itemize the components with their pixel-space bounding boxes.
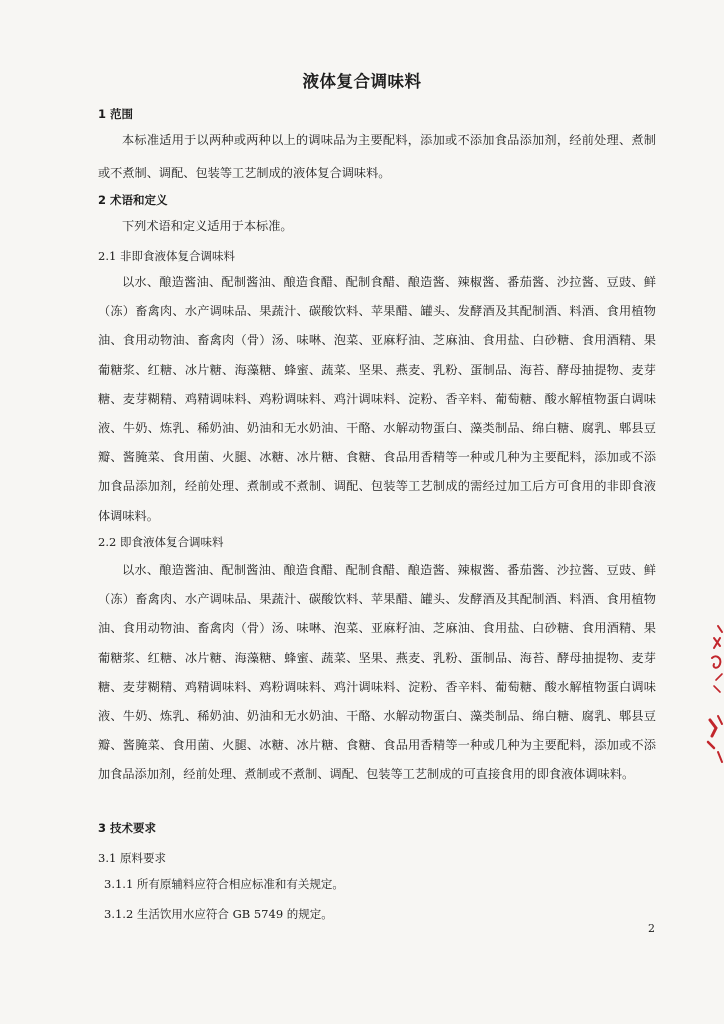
red-stamp-edge — [702, 624, 724, 774]
subsection-heading-ready: 2.2 即食液体复合调味料 — [98, 535, 224, 549]
non-ready-definition-paragraph: 以水、酿造酱油、配制酱油、酿造食醋、配制食醋、酿造酱、辣椒酱、番茄酱、沙拉酱、豆豉、鲜（冻）畜禽肉、水产调味品、果蔬汁、碳酸饮料、苹果醋、罐头、发酵酒及其配制酒、料酒、食用植物油、食用动物油、畜禽肉（骨）汤、味啉、泡菜、亚麻籽油、芝麻油、食用盐、白砂糖、食用酒精、果葡糖浆、红糖、冰片糖、海藻糖、蜂蜜、蔬菜、坚果、燕麦、乳粉、蛋制品、海苔、酵母抽提物、麦芽糖、麦芽糊精、鸡精调味料、鸡粉调味料、鸡汁调味料、淀粉、香辛料、葡萄糖、酸水解植物蛋白调味液、牛奶、炼乳、稀奶油、奶油和无水奶油、干酪、水解动物蛋白、藻类制品、绵白糖、腐乳、郫县豆瓣、酱腌菜、食用菌、火腿、冰糖、冰片糖、食糖、食品用香精等一种或几种为主要配料，添加或不添加食品添加剂，经前处理、煮制或不煮制、调配、包装等工艺制成的需经过加工后方可食用的非即食液体调味料。 — [98, 275, 656, 523]
section-heading-scope: 1 范围 — [98, 107, 134, 121]
scope-paragraph: 本标准适用于以两种或两种以上的调味品为主要配料，添加或不添加食品添加剂，经前处理、煮制或不煮制、调配、包装等工艺制成的液体复合调味料。 — [98, 133, 656, 180]
clause-3-1-2: 3.1.2 生活饮用水应符合 GB 5749 的规定。 — [104, 907, 333, 921]
subsection-heading-raw-materials: 3.1 原料要求 — [98, 851, 166, 865]
subsection-heading-non-ready: 2.1 非即食液体复合调味料 — [98, 249, 235, 263]
section-heading-terms: 2 术语和定义 — [98, 193, 168, 207]
section-heading-technical: 3 技术要求 — [98, 821, 157, 835]
terms-intro-paragraph: 下列术语和定义适用于本标准。 — [122, 219, 293, 233]
document-title: 液体复合调味料 — [302, 72, 422, 91]
ready-definition-paragraph: 以水、酿造酱油、配制酱油、酿造食醋、配制食醋、酿造酱、辣椒酱、番茄酱、沙拉酱、豆豉、鲜（冻）畜禽肉、水产调味品、果蔬汁、碳酸饮料、苹果醋、罐头、发酵酒及其配制酒、料酒、食用植物油、食用动物油、畜禽肉（骨）汤、味啉、泡菜、亚麻籽油、芝麻油、食用盐、白砂糖、食用酒精、果葡糖浆、红糖、冰片糖、海藻糖、蜂蜜、蔬菜、坚果、燕麦、乳粉、蛋制品、海苔、酵母抽提物、麦芽糖、麦芽糊精、鸡精调味料、鸡粉调味料、鸡汁调味料、淀粉、香辛料、葡萄糖、酸水解植物蛋白调味液、牛奶、炼乳、稀奶油、奶油和无水奶油、干酪、水解动物蛋白、藻类制品、绵白糖、腐乳、郫县豆瓣、酱腌菜、食用菌、火腿、冰糖、冰片糖、食糖、食品用香精等一种或几种为主要配料，添加或不添加食品添加剂，经前处理、煮制或不煮制、调配、包装等工艺制成的可直接食用的即食液体调味料。 — [98, 563, 656, 782]
page-number: 2 — [648, 922, 655, 935]
clause-3-1-1: 3.1.1 所有原辅料应符合相应标准和有关规定。 — [104, 877, 344, 891]
